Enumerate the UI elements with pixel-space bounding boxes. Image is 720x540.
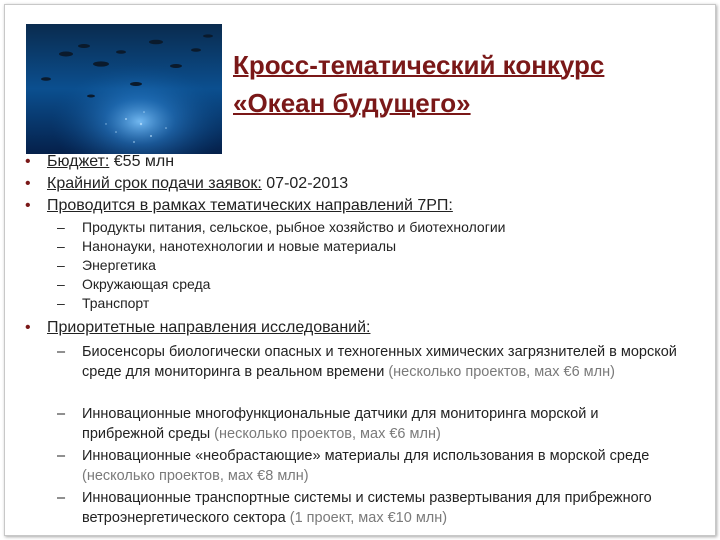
dash-marker: – — [57, 257, 65, 273]
area-text: Транспорт — [82, 295, 150, 311]
budget-value: €55 млн — [109, 153, 175, 170]
bullet-marker: • — [25, 153, 31, 170]
priority-note: (несколько проектов, мах €8 млн) — [82, 467, 309, 484]
list-item — [57, 447, 677, 486]
priority-text: Инновационные «необрастающие» материалы для использования в морской среде — [82, 448, 650, 464]
bullet-marker: • — [25, 319, 31, 336]
priority-text: Инновационные многофункциональные датчики для мониторинга морской и прибрежной среды — [82, 406, 599, 442]
bullet-marker: • — [25, 197, 31, 214]
title-line-2: «Океан будущего» — [233, 87, 471, 118]
priority-text: Биосенсоры биологически опасных и техногенных химических загрязнителей в морской среде для мониторинга в реальном времени — [82, 344, 677, 380]
area-text: Продукты питания, сельское, рыбное хозяйство и биотехнологии — [82, 219, 506, 235]
dash-marker: – — [57, 406, 66, 422]
dash-marker: – — [57, 490, 66, 506]
priority-note: (несколько проектов, мах €6 млн) — [210, 425, 441, 442]
dash-marker: – — [57, 295, 65, 311]
underwater-fish-photo — [26, 24, 222, 154]
area-text: Нанонауки, нанотехнологии и новые материалы — [82, 238, 397, 254]
priority-note: (несколько проектов, мах €6 млн) — [384, 363, 615, 380]
area-text: Окружающая среда — [82, 276, 211, 292]
area-text: Энергетика — [82, 257, 156, 273]
budget-label: Бюджет: — [47, 153, 110, 170]
dash-marker: – — [57, 448, 66, 464]
priority-text: Инновационные транспортные системы и системы развертывания для прибрежного ветроэнергетического сектора — [82, 490, 652, 526]
bullet-marker: • — [25, 175, 31, 192]
priority-note: (1 проект, мах €10 млн) — [285, 509, 448, 526]
list-item — [57, 405, 677, 444]
dash-marker: – — [57, 238, 65, 254]
deadline-label: Крайний срок подачи заявок: — [47, 175, 262, 192]
dash-marker: – — [57, 276, 65, 292]
slide-title — [233, 47, 703, 122]
priorities-label: Приоритетные направления исследований: — [47, 319, 371, 336]
dash-marker: – — [57, 344, 66, 360]
list-item — [57, 343, 677, 382]
title-line-1: Кросс-тематический конкурс — [233, 50, 605, 80]
dash-marker: – — [57, 219, 65, 235]
programme-label: Проводится в рамках тематических направлений 7РП: — [47, 197, 453, 214]
list-item — [57, 489, 677, 528]
deadline-value: 07-02-2013 — [261, 175, 349, 192]
